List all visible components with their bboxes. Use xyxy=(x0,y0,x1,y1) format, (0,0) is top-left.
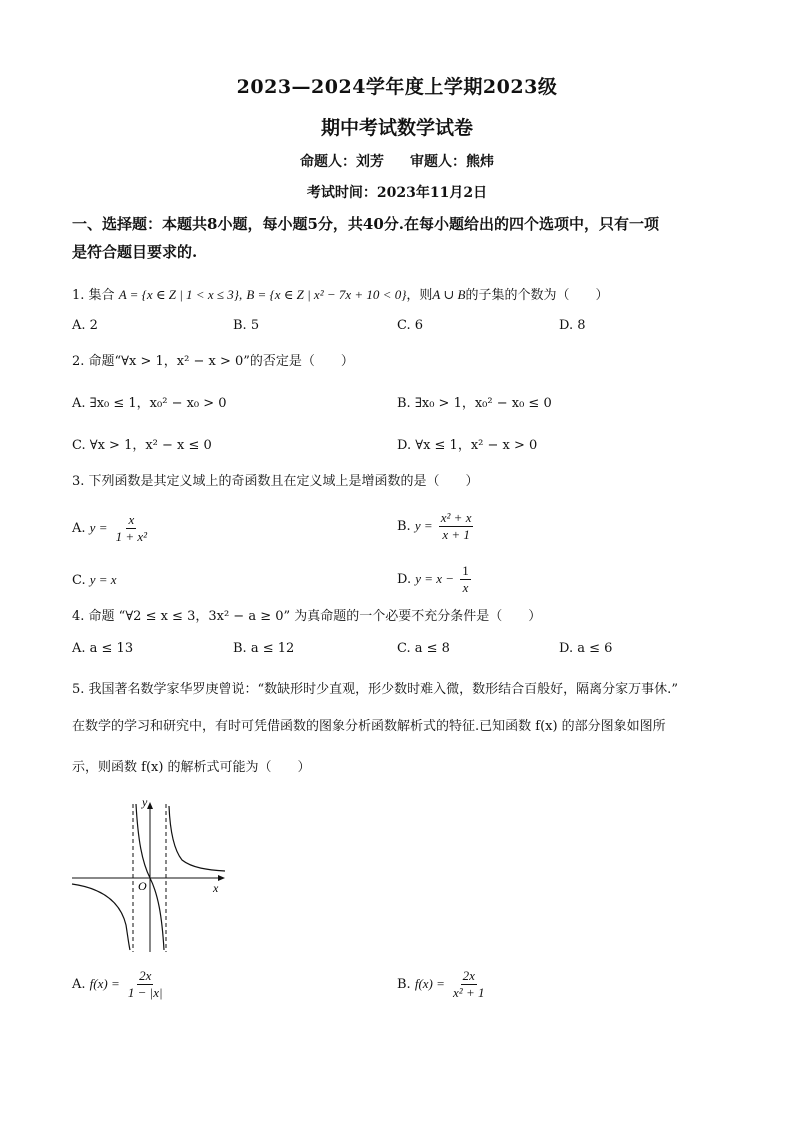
question-5-line2: 在数学的学习和研究中，有时可凭借函数的图象分析函数解析式的特征.已知函数 f(x) 的部分图象如图所 xyxy=(72,719,666,734)
q4-option-b[interactable]: B. a ≤ 12 xyxy=(233,641,295,656)
q1-set-a: A = {x ∈ Z | 1 < x ≤ 3} xyxy=(118,287,239,302)
q4-option-d[interactable]: D. a ≤ 6 xyxy=(559,641,613,656)
q3-option-a[interactable] xyxy=(72,512,151,545)
author-text: 命题人：刘芳 xyxy=(300,154,384,170)
q1-union: A ∪ B xyxy=(432,287,466,302)
question-4-stem: 4. 命题 “∀2 ≤ x ≤ 3，3x² − a ≥ 0” 为真命题的一个必要不充分条件是（ ） xyxy=(72,609,542,624)
q5-a-label: A. xyxy=(72,977,86,992)
q5-b-label: B. xyxy=(397,977,411,992)
q3-d-lhs: y = x − xyxy=(415,571,455,586)
q3-a-denominator: 1 + x² xyxy=(115,529,148,544)
q3-c-label: C. xyxy=(72,573,86,588)
exam-authors xyxy=(0,151,794,171)
q1-comma: , xyxy=(238,287,243,302)
q5-a-lhs: f(x) = xyxy=(89,976,120,991)
q3-d-label: D. xyxy=(397,572,412,587)
q5-function-graph xyxy=(70,800,230,955)
q1-option-a[interactable]: A. 2 xyxy=(72,318,98,333)
exam-title-line2: 期中考试数学试卷 xyxy=(320,117,473,139)
q3-option-d[interactable] xyxy=(397,563,473,596)
q5-b-denominator: x² + 1 xyxy=(453,985,485,1000)
question-5-line1: 5. 我国著名数学家华罗庚曾说：“数缺形时少直观，形少数时难入微，数形结合百般好，隔离分家万事休.” xyxy=(72,682,678,697)
graph-x-arrow-icon xyxy=(218,875,225,881)
graph-origin-label: O xyxy=(138,879,147,893)
question-2-stem: 2. 命题“∀x > 1，x² − x > 0”的否定是（ ） xyxy=(72,354,354,369)
question-5-line3: 示，则函数 f(x) 的解析式可能为（ ） xyxy=(72,760,311,775)
graph-curve-left xyxy=(72,884,130,950)
q5-option-a[interactable] xyxy=(72,968,167,1001)
reviewer-text: 审题人：熊炜 xyxy=(410,154,494,170)
q5-a-numerator: 2x xyxy=(139,968,152,983)
q1-option-d[interactable]: D. 8 xyxy=(559,318,586,333)
q3-a-numerator: x xyxy=(128,512,135,527)
q1-prefix: 1. 集合 xyxy=(72,288,115,303)
q2-option-a[interactable]: A. ∃x₀ ≤ 1，x₀² − x₀ > 0 xyxy=(72,396,227,411)
q5-a-denominator: 1 − |x| xyxy=(127,985,163,1000)
q5-a-fraction xyxy=(126,968,165,1001)
graph-x-label: x xyxy=(213,881,219,895)
section1-heading xyxy=(72,210,732,266)
section1-heading-line1: 一、选择题：本题共8小题，每小题5分，共40分.在每小题给出的四个选项中，只有一项 xyxy=(72,215,659,233)
q3-b-denominator: x + 1 xyxy=(442,527,470,542)
question-1-stem xyxy=(72,285,608,306)
q1-suffix-pre: ，则 xyxy=(406,288,433,303)
question-3-stem: 3. 下列函数是其定义域上的奇函数且在定义域上是增函数的是（ ） xyxy=(72,474,479,489)
q1-option-b[interactable]: B. 5 xyxy=(233,318,260,333)
q5-b-lhs: f(x) = xyxy=(414,976,445,991)
q3-d-numerator: 1 xyxy=(462,563,469,578)
q3-b-numerator: x² + x xyxy=(440,510,472,525)
q3-a-label: A. xyxy=(72,521,86,536)
q5-b-fraction xyxy=(451,968,486,1001)
q3-option-c[interactable] xyxy=(72,570,117,591)
q3-a-lhs: y = xyxy=(89,520,108,535)
q1-suffix: 的子集的个数为（ ） xyxy=(465,288,609,303)
graph-y-label: y xyxy=(142,800,148,809)
q3-c-expr: y = x xyxy=(89,572,117,587)
q3-d-fraction xyxy=(460,563,471,596)
q4-option-a[interactable]: A. a ≤ 13 xyxy=(72,641,134,656)
q3-b-fraction xyxy=(439,510,474,543)
q5-b-numerator: 2x xyxy=(462,968,475,983)
q3-option-b[interactable] xyxy=(397,510,475,543)
q3-b-label: B. xyxy=(397,519,411,534)
q1-set-b: B = {x ∈ Z | x² − 7x + 10 < 0} xyxy=(246,287,407,302)
q3-a-fraction xyxy=(114,512,149,545)
q2-option-c[interactable]: C. ∀x > 1，x² − x ≤ 0 xyxy=(72,438,212,453)
graph-curve-right xyxy=(169,806,225,871)
q1-option-c[interactable]: C. 6 xyxy=(397,318,424,333)
q2-option-b[interactable]: B. ∃x₀ > 1，x₀² − x₀ ≤ 0 xyxy=(397,396,552,411)
q2-option-d[interactable]: D. ∀x ≤ 1，x² − x > 0 xyxy=(397,438,538,453)
q3-b-lhs: y = xyxy=(414,518,433,533)
q3-d-denominator: x xyxy=(462,580,469,595)
graph-y-arrow-icon xyxy=(147,802,153,809)
section1-heading-line2: 是符合题目要求的. xyxy=(72,243,198,261)
exam-time: 考试时间：2023年11月2日 xyxy=(306,185,488,201)
q5-option-b[interactable] xyxy=(397,968,488,1001)
q4-option-c[interactable]: C. a ≤ 8 xyxy=(397,641,450,656)
exam-title-line1: 2023—2024学年度上学期2023级 xyxy=(236,76,558,98)
